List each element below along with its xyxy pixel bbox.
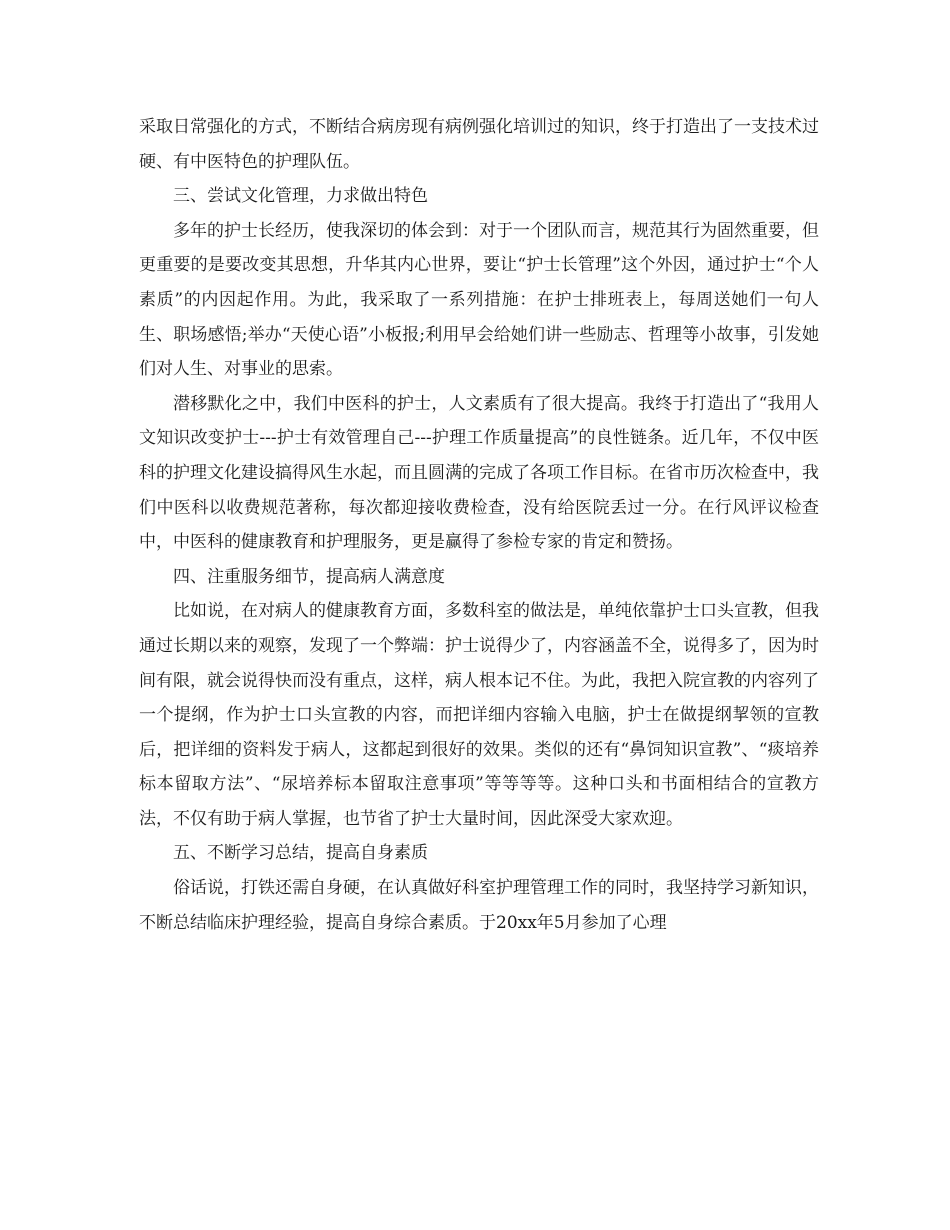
document-body (139, 110, 819, 940)
paragraph: 俗话说，打铁还需自身硬，在认真做好科室护理管理工作的同时，我坚持学习新知识，不断总结临床护理经验，提高自身综合素质。于20xx年5月参加了心理 (139, 878, 819, 933)
paragraph-continuation: 采取日常强化的方式，不断结合病房现有病例强化培训过的知识，终于打造出了一支技术过硬、有中医特色的护理队伍。 (139, 117, 819, 172)
paragraph: 潜移默化之中，我们中医科的护士，人文素质有了很大提高。我终于打造出了“我用人文知识改变护士---护士有效管理自己---护理工作质量提高”的良性链条。近几年，不仅中医科的护理文化建设搞得风生水起，而且圆满的完成了各项工作目标。在省市历次检查中，我们中医科以收费规范著称，每次都迎接收费检查，没有给医院丢过一分。在行风评议检查中，中医科的健康教育和护理服务，更是赢得了参检专家的肯定和赞扬。 (139, 393, 819, 553)
section-heading-5: 五、不断学习总结，提高自身素质 (173, 843, 428, 864)
section-heading-4: 四、注重服务细节，提高病人满意度 (173, 566, 445, 587)
paragraph: 比如说，在对病人的健康教育方面，多数科室的做法是，单纯依靠护士口头宣教，但我通过长期以来的观察，发现了一个弊端：护士说得少了，内容涵盖不全，说得多了，因为时间有限，就会说得快而没有重点，这样，病人根本记不住。为此，我把入院宣教的内容列了一个提纲，作为护士口头宣教的内容，而把详细内容输入电脑，护士在做提纲挈领的宣教后，把详细的资料发于病人，这都起到很好的效果。类似的还有“鼻饲知识宣教”、“痰培养标本留取方法”、“尿培养标本留取注意事项”等等等等。这种口头和书面相结合的宣教方法，不仅有助于病人掌握，也节省了护士大量时间，因此深受大家欢迎。 (139, 601, 819, 829)
section-heading-3: 三、尝试文化管理，力求做出特色 (173, 186, 428, 207)
paragraph: 多年的护士长经历，使我深切的体会到：对于一个团队而言，规范其行为固然重要，但更重要的是要改变其思想，升华其内心世界，要让“护士长管理”这个外因，通过护士“个人素质”的内因起作用。为此，我采取了一系列措施：在护士排班表上，每周送她们一句人生、职场感悟;举办“天使心语”小板报;利用早会给她们讲一些励志、哲理等小故事，引发她们对人生、对事业的思索。 (139, 220, 819, 380)
